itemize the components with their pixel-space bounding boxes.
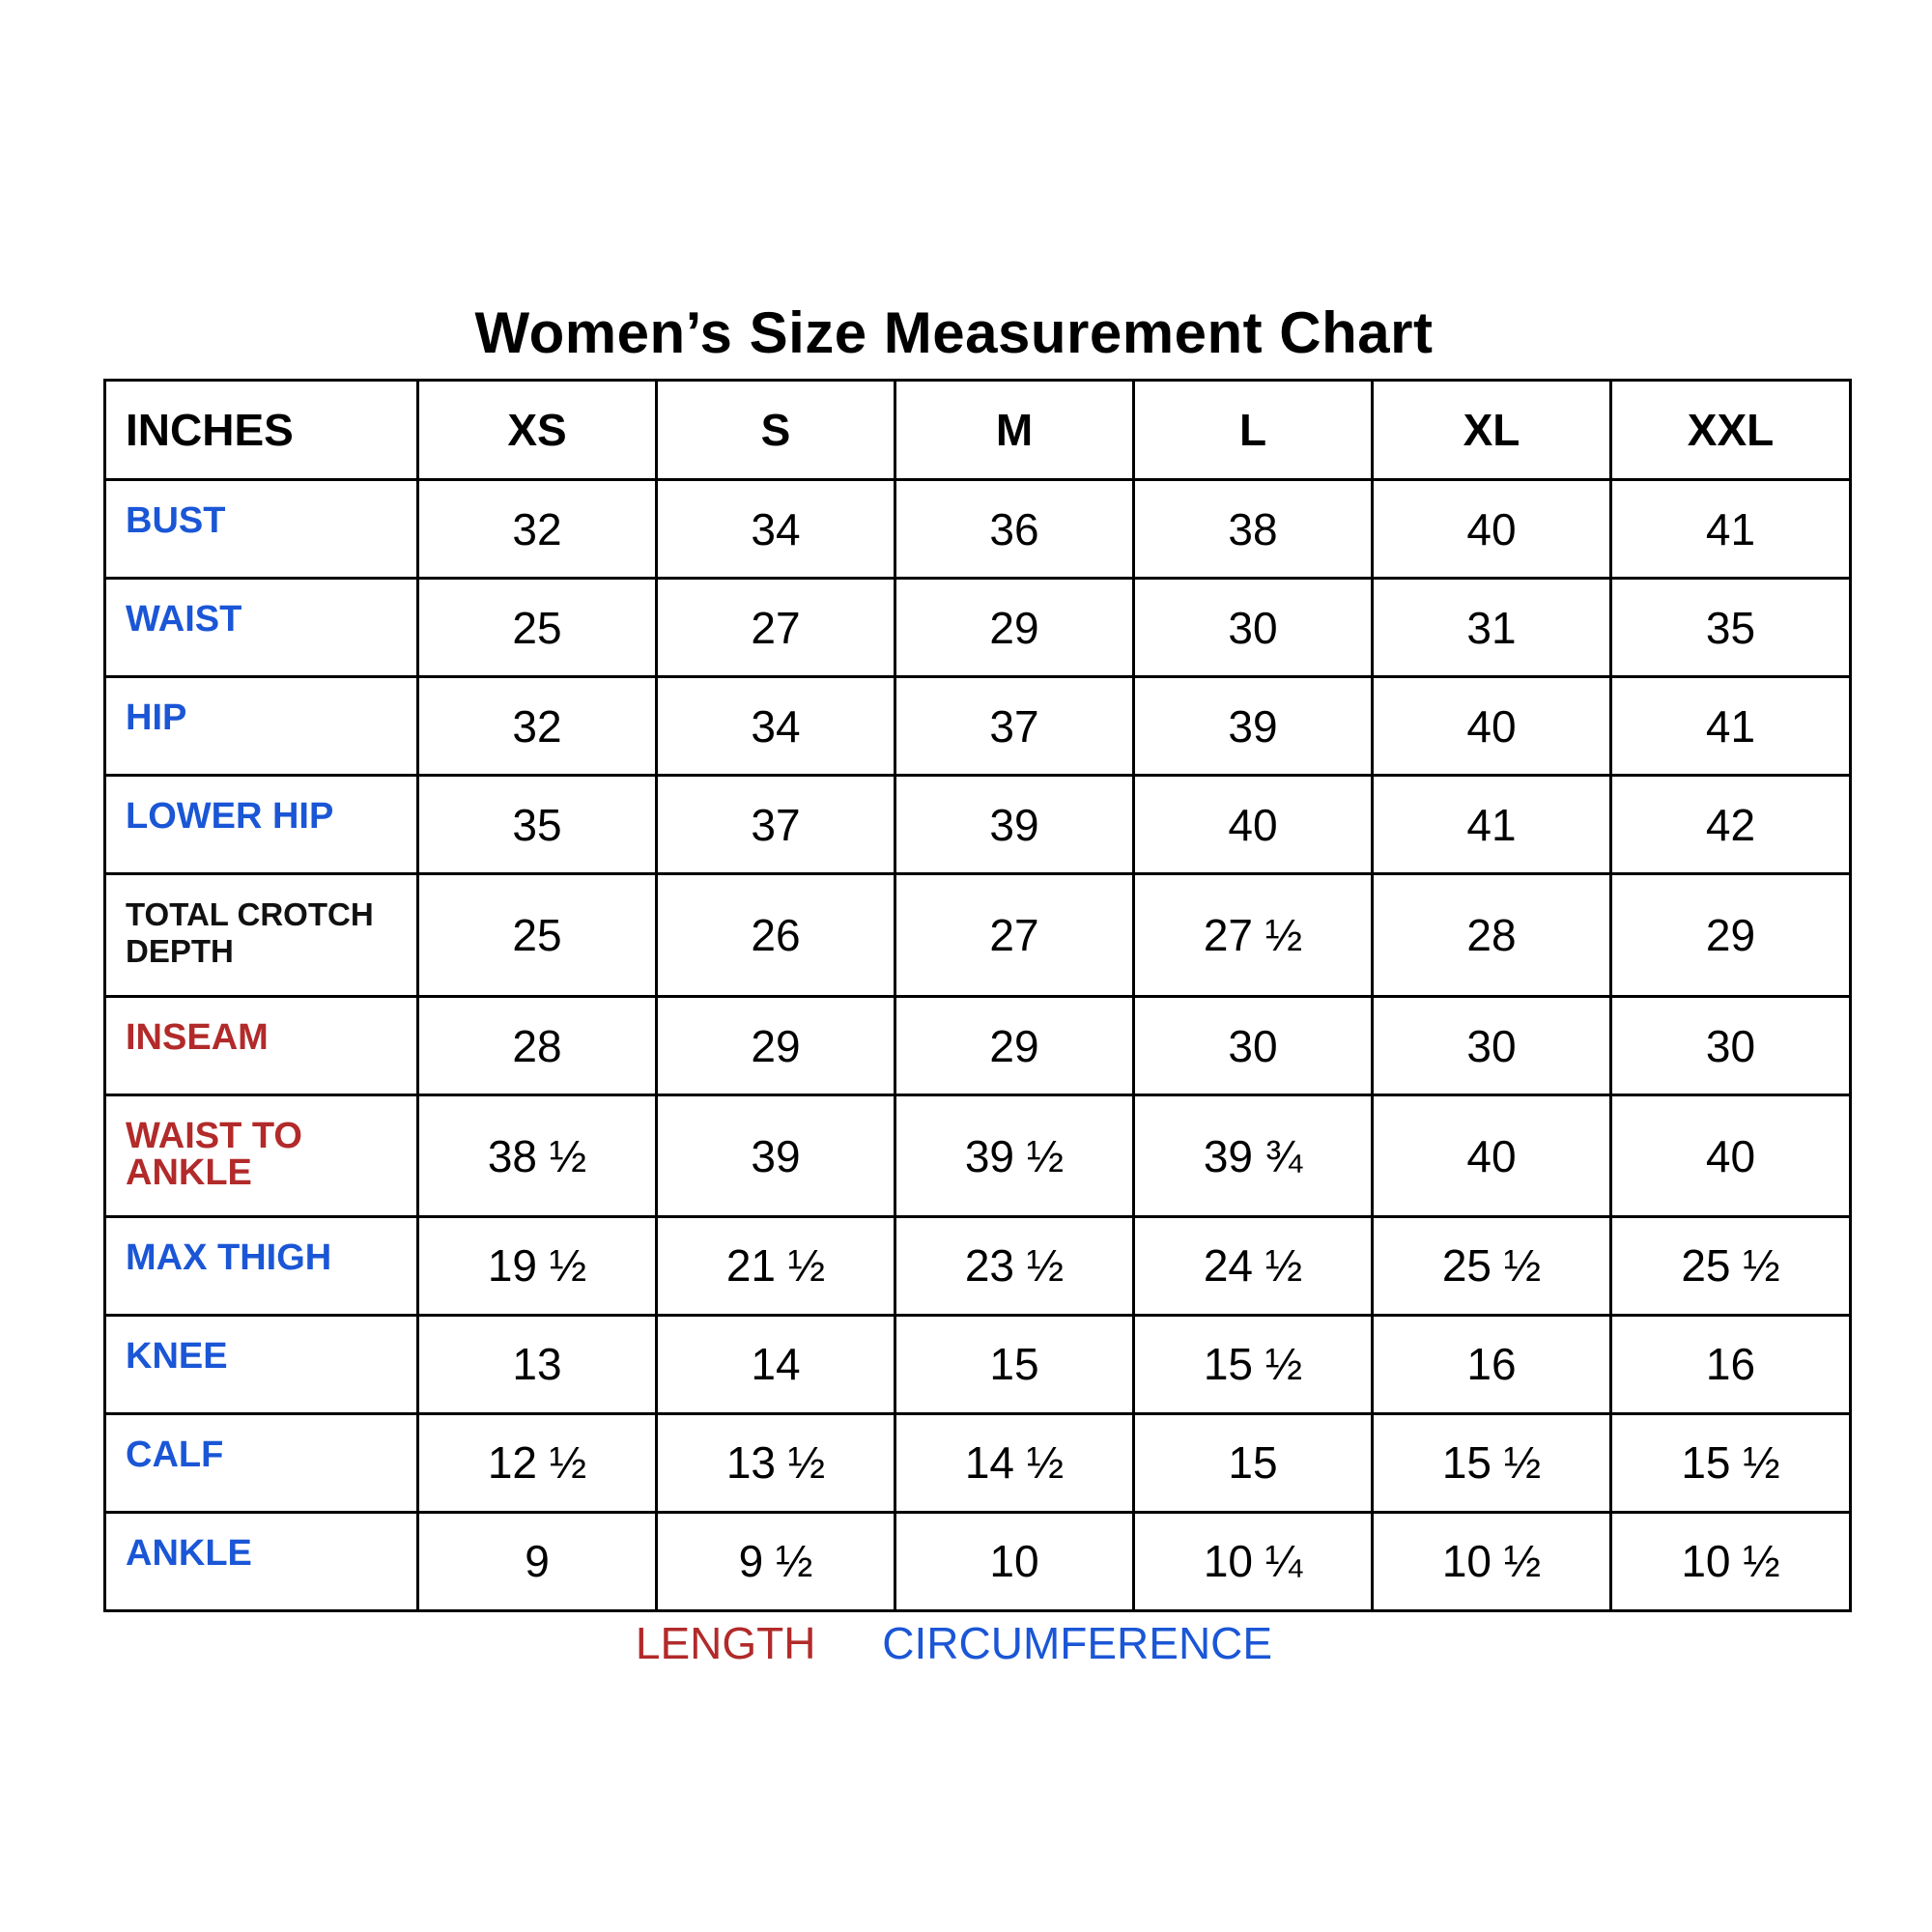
measurement-cell: 13 bbox=[418, 1315, 657, 1413]
measurement-cell: 23 ½ bbox=[895, 1216, 1134, 1315]
measurement-cell: 38 bbox=[1134, 480, 1373, 579]
measurement-cell: 42 bbox=[1611, 776, 1851, 874]
measurement-cell: 13 ½ bbox=[657, 1413, 895, 1512]
size-header-xs: XS bbox=[418, 381, 657, 480]
size-header-s: S bbox=[657, 381, 895, 480]
measurement-cell: 38 ½ bbox=[418, 1095, 657, 1216]
size-header-l: L bbox=[1134, 381, 1373, 480]
measurement-cell: 12 ½ bbox=[418, 1413, 657, 1512]
measurement-cell: 10 ½ bbox=[1373, 1512, 1611, 1610]
size-header-m: M bbox=[895, 381, 1134, 480]
measurement-cell: 39 ¾ bbox=[1134, 1095, 1373, 1216]
legend bbox=[0, 1615, 1908, 1671]
measurement-cell: 34 bbox=[657, 677, 895, 776]
measurement-cell: 26 bbox=[657, 874, 895, 997]
measurement-cell: 10 ¼ bbox=[1134, 1512, 1373, 1610]
measurement-cell: 35 bbox=[1611, 579, 1851, 677]
size-header-xxl: XXL bbox=[1611, 381, 1851, 480]
table-row bbox=[105, 997, 1851, 1095]
measurement-cell: 41 bbox=[1373, 776, 1611, 874]
measurement-cell: 28 bbox=[418, 997, 657, 1095]
measurement-cell: 39 ½ bbox=[895, 1095, 1134, 1216]
measurement-cell: 40 bbox=[1134, 776, 1373, 874]
measurement-cell: 24 ½ bbox=[1134, 1216, 1373, 1315]
row-label: CALF bbox=[105, 1413, 418, 1512]
row-label: BUST bbox=[105, 480, 418, 579]
measurement-cell: 39 bbox=[657, 1095, 895, 1216]
measurement-cell: 15 bbox=[1134, 1413, 1373, 1512]
measurement-cell: 9 ½ bbox=[657, 1512, 895, 1610]
measurement-cell: 15 ½ bbox=[1611, 1413, 1851, 1512]
measurement-cell: 40 bbox=[1611, 1095, 1851, 1216]
measurement-cell: 15 ½ bbox=[1134, 1315, 1373, 1413]
row-label: WAIST TO ANKLE bbox=[105, 1095, 418, 1216]
measurement-cell: 25 ½ bbox=[1611, 1216, 1851, 1315]
page-title: Women’s Size Measurement Chart bbox=[474, 300, 1434, 365]
measurement-cell: 16 bbox=[1373, 1315, 1611, 1413]
measurement-cell: 10 bbox=[895, 1512, 1134, 1610]
table-row bbox=[105, 874, 1851, 997]
legend-length: LENGTH bbox=[635, 1618, 816, 1668]
measurement-cell: 27 ½ bbox=[1134, 874, 1373, 997]
measurement-cell: 30 bbox=[1134, 997, 1373, 1095]
measurement-cell: 30 bbox=[1373, 997, 1611, 1095]
row-label: HIP bbox=[105, 677, 418, 776]
measurement-cell: 21 ½ bbox=[657, 1216, 895, 1315]
chart-body bbox=[105, 480, 1851, 1611]
measurement-cell: 36 bbox=[895, 480, 1134, 579]
measurement-cell: 37 bbox=[657, 776, 895, 874]
measurement-cell: 14 ½ bbox=[895, 1413, 1134, 1512]
measurement-cell: 29 bbox=[657, 997, 895, 1095]
measurement-cell: 41 bbox=[1611, 480, 1851, 579]
measurement-cell: 19 ½ bbox=[418, 1216, 657, 1315]
measurement-cell: 27 bbox=[895, 874, 1134, 997]
row-label: ANKLE bbox=[105, 1512, 418, 1610]
measurement-cell: 32 bbox=[418, 677, 657, 776]
table-row bbox=[105, 579, 1851, 677]
measurement-cell: 27 bbox=[657, 579, 895, 677]
unit-header: INCHES bbox=[105, 381, 418, 480]
table-row bbox=[105, 1315, 1851, 1413]
measurement-cell: 30 bbox=[1134, 579, 1373, 677]
row-label: INSEAM bbox=[105, 997, 418, 1095]
table-row bbox=[105, 677, 1851, 776]
measurement-cell: 40 bbox=[1373, 1095, 1611, 1216]
row-label: WAIST bbox=[105, 579, 418, 677]
measurement-cell: 15 bbox=[895, 1315, 1134, 1413]
row-label: MAX THIGH bbox=[105, 1216, 418, 1315]
measurement-cell: 25 bbox=[418, 874, 657, 997]
measurement-cell: 39 bbox=[895, 776, 1134, 874]
measurement-cell: 25 bbox=[418, 579, 657, 677]
measurement-cell: 29 bbox=[1611, 874, 1851, 997]
measurement-cell: 41 bbox=[1611, 677, 1851, 776]
row-label: TOTAL CROTCH DEPTH bbox=[105, 874, 418, 997]
table-row bbox=[105, 480, 1851, 579]
measurement-cell: 29 bbox=[895, 579, 1134, 677]
measurement-cell: 35 bbox=[418, 776, 657, 874]
measurement-cell: 40 bbox=[1373, 480, 1611, 579]
measurement-cell: 29 bbox=[895, 997, 1134, 1095]
legend-circumference: CIRCUMFERENCE bbox=[882, 1618, 1273, 1668]
size-chart-table bbox=[103, 379, 1852, 1612]
measurement-cell: 40 bbox=[1373, 677, 1611, 776]
measurement-cell: 30 bbox=[1611, 997, 1851, 1095]
measurement-cell: 25 ½ bbox=[1373, 1216, 1611, 1315]
table-row bbox=[105, 1095, 1851, 1216]
measurement-cell: 10 ½ bbox=[1611, 1512, 1851, 1610]
measurement-cell: 16 bbox=[1611, 1315, 1851, 1413]
measurement-cell: 32 bbox=[418, 480, 657, 579]
measurement-cell: 39 bbox=[1134, 677, 1373, 776]
header-row bbox=[105, 381, 1851, 480]
measurement-cell: 15 ½ bbox=[1373, 1413, 1611, 1512]
measurement-cell: 31 bbox=[1373, 579, 1611, 677]
size-header-xl: XL bbox=[1373, 381, 1611, 480]
measurement-cell: 34 bbox=[657, 480, 895, 579]
table-row bbox=[105, 1413, 1851, 1512]
measurement-cell: 28 bbox=[1373, 874, 1611, 997]
measurement-cell: 9 bbox=[418, 1512, 657, 1610]
measurement-cell: 37 bbox=[895, 677, 1134, 776]
row-label: LOWER HIP bbox=[105, 776, 418, 874]
table-row bbox=[105, 1512, 1851, 1610]
table-row bbox=[105, 776, 1851, 874]
row-label: KNEE bbox=[105, 1315, 418, 1413]
measurement-cell: 14 bbox=[657, 1315, 895, 1413]
table-row bbox=[105, 1216, 1851, 1315]
